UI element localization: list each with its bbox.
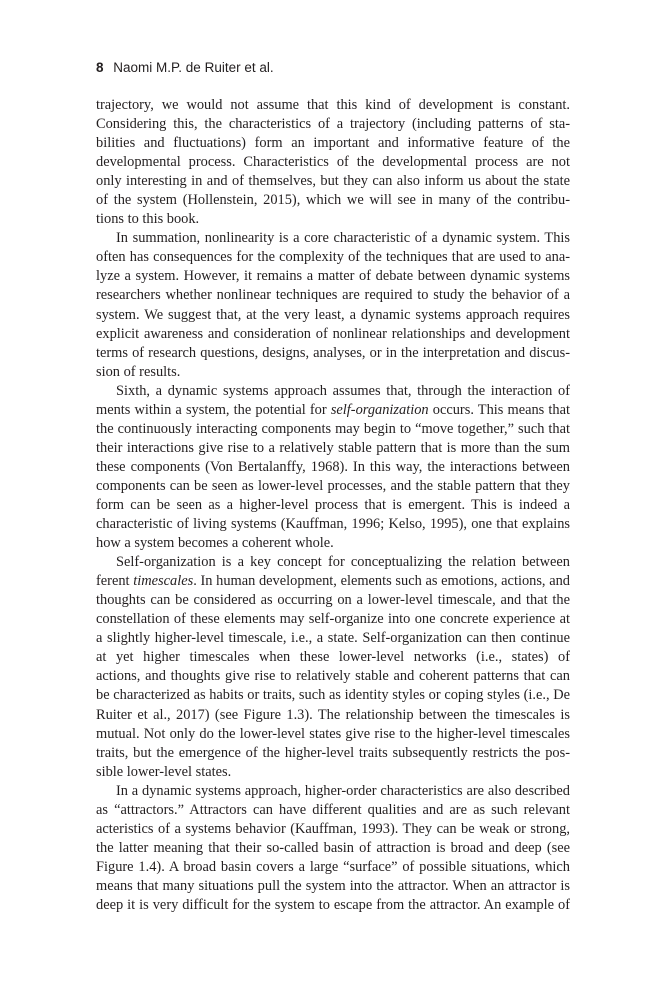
text-segment: deep it is very difficult for the system to escape from the attractor. An example of — [96, 896, 570, 913]
text-segment: the continuously interacting components may begin to “move together,” such that — [96, 420, 570, 437]
text-line — [96, 515, 570, 534]
text-segment: Considering this, the characteristics of a trajectory (including patterns of sta- — [96, 116, 570, 133]
text-line — [96, 153, 570, 172]
text-line — [96, 420, 570, 439]
text-segment: often has consequences for the complexity of the techniques that are used to ana- — [96, 249, 570, 266]
text-segment: constellation of these elements may self-organize into one concrete experience at — [96, 611, 570, 628]
text-line — [96, 877, 570, 896]
text-segment: In a dynamic systems approach, higher-order characteristics are also described — [116, 782, 570, 799]
text-segment: of the system (Hollenstein, 2015), which we will see in many of the contribu- — [96, 192, 570, 209]
text-line — [96, 210, 570, 229]
text-line — [96, 858, 570, 877]
text-line — [96, 572, 570, 591]
text-segment: sible lower-level states. — [96, 763, 232, 780]
text-line — [96, 667, 570, 686]
text-line — [96, 801, 570, 820]
text-line — [96, 286, 570, 305]
text-segment: their interactions give rise to a relatively stable pattern that is more than the sum — [96, 439, 570, 456]
text-line — [96, 820, 570, 839]
text-line — [96, 439, 570, 458]
text-line — [96, 363, 570, 382]
text-line — [96, 248, 570, 267]
text-segment: thoughts can be considered as occurring on a lower-level timescale, and that the — [96, 592, 570, 609]
text-line — [96, 553, 570, 572]
text-segment: characteristic of living systems (Kauffman, 1996; Kelso, 1995), one that explains — [96, 516, 570, 533]
text-line — [96, 839, 570, 858]
text-line — [96, 896, 570, 915]
text-line — [96, 458, 570, 477]
text-line — [96, 96, 570, 115]
text-line — [96, 115, 570, 134]
text-segment: Ruiter et al., 2017) (see Figure 1.3). The relationship between the timescales is — [96, 706, 570, 723]
text-line — [96, 686, 570, 705]
text-segment: terms of research questions, designs, analyses, or in the interpretation and discus- — [96, 344, 570, 361]
text-line — [96, 591, 570, 610]
running-header — [96, 60, 274, 75]
text-segment: traits, but the emergence of the higher-level traits subsequently restricts the pos- — [96, 744, 570, 761]
running-title: Naomi M.P. de Ruiter et al. — [113, 60, 274, 75]
text-segment: researchers whether nonlinear techniques are required to study the behavior of a — [96, 287, 570, 304]
text-line — [96, 325, 570, 344]
text-segment: tions to this book. — [96, 211, 200, 228]
text-line — [96, 344, 570, 363]
text-line — [96, 306, 570, 325]
text-line — [96, 763, 570, 782]
text-segment: form can be seen as a higher-level process that is emergent. This is indeed a — [96, 496, 570, 513]
text-segment: occurs. This means that — [428, 401, 570, 418]
text-segment: explicit awareness and consideration of nonlinear relationships and development — [96, 325, 570, 342]
text-segment: actions, and thoughts give rise to relatively stable and coherent patterns that can — [96, 668, 570, 685]
text-line — [96, 172, 570, 191]
text-line — [96, 191, 570, 210]
text-line — [96, 706, 570, 725]
italic-term: self-organization — [330, 401, 429, 418]
text-segment: In summation, nonlinearity is a core characteristic of a dynamic system. This — [116, 230, 570, 247]
text-segment: at yet higher timescales when these lower-level networks (i.e., states) of — [96, 649, 570, 666]
text-line — [96, 648, 570, 667]
text-segment: a slightly higher-level timescale, i.e., a state. Self-organization can then continue — [96, 630, 570, 647]
text-line — [96, 629, 570, 648]
text-segment: these components (Von Bertalanffy, 1968). In this way, the interactions between — [96, 458, 570, 475]
text-line — [96, 725, 570, 744]
text-line — [96, 744, 570, 763]
text-line — [96, 229, 570, 248]
text-line — [96, 401, 570, 420]
text-segment: components can be seen as lower-level processes, and the stable pattern that they — [96, 477, 570, 494]
text-segment: Self-organization is a key concept for conceptualizing the relation between — [116, 554, 570, 571]
text-segment: as “attractors.” Attractors can have different qualities and are as such relevant — [96, 801, 570, 818]
text-segment: ferent — [96, 573, 134, 590]
text-segment: lyze a system. However, it remains a matter of debate between dynamic systems — [96, 268, 570, 285]
text-line — [96, 782, 570, 801]
text-line — [96, 610, 570, 629]
text-line — [96, 267, 570, 286]
text-segment: means that many situations pull the system into the attractor. When an attractor is — [96, 877, 570, 894]
text-segment: how a system becomes a coherent whole. — [96, 535, 334, 552]
text-segment: mutual. Not only do the lower-level states give rise to the higher-level timescales — [96, 725, 570, 742]
italic-term: timescales — [133, 573, 194, 590]
text-segment: Figure 1.4). A broad basin covers a large “surface” of possible situations, which — [96, 858, 570, 875]
text-segment: ments within a system, the potential for — [96, 401, 331, 418]
text-line — [96, 477, 570, 496]
text-line — [96, 134, 570, 153]
text-segment: acteristics of a systems behavior (Kauffman, 1993). They can be weak or strong, — [96, 820, 570, 837]
body-text — [96, 96, 570, 915]
text-segment: . In human development, elements such as emotions, actions, and — [193, 573, 570, 590]
text-line — [96, 534, 570, 553]
text-segment: only interesting in and of themselves, but they can also inform us about the state — [96, 173, 570, 190]
page-number: 8 — [96, 60, 104, 75]
text-segment: be characterized as habits or traits, such as identity styles or coping styles (i.e., De — [96, 687, 570, 704]
text-segment: system. We suggest that, at the very least, a dynamic systems approach requires — [96, 306, 570, 323]
text-line — [96, 496, 570, 515]
text-segment: trajectory, we would not assume that this kind of development is constant. — [96, 97, 570, 113]
text-segment: bilities and fluctuations) form an important and informative feature of the — [96, 135, 570, 152]
text-line — [96, 382, 570, 401]
text-segment: developmental process. Characteristics of the developmental process are not — [96, 154, 570, 171]
text-segment: the latter meaning that their so-called basin of attraction is broad and deep (see — [96, 839, 570, 856]
text-segment: Sixth, a dynamic systems approach assumes that, through the interaction of — [116, 382, 570, 399]
text-segment: sion of results. — [96, 363, 181, 380]
